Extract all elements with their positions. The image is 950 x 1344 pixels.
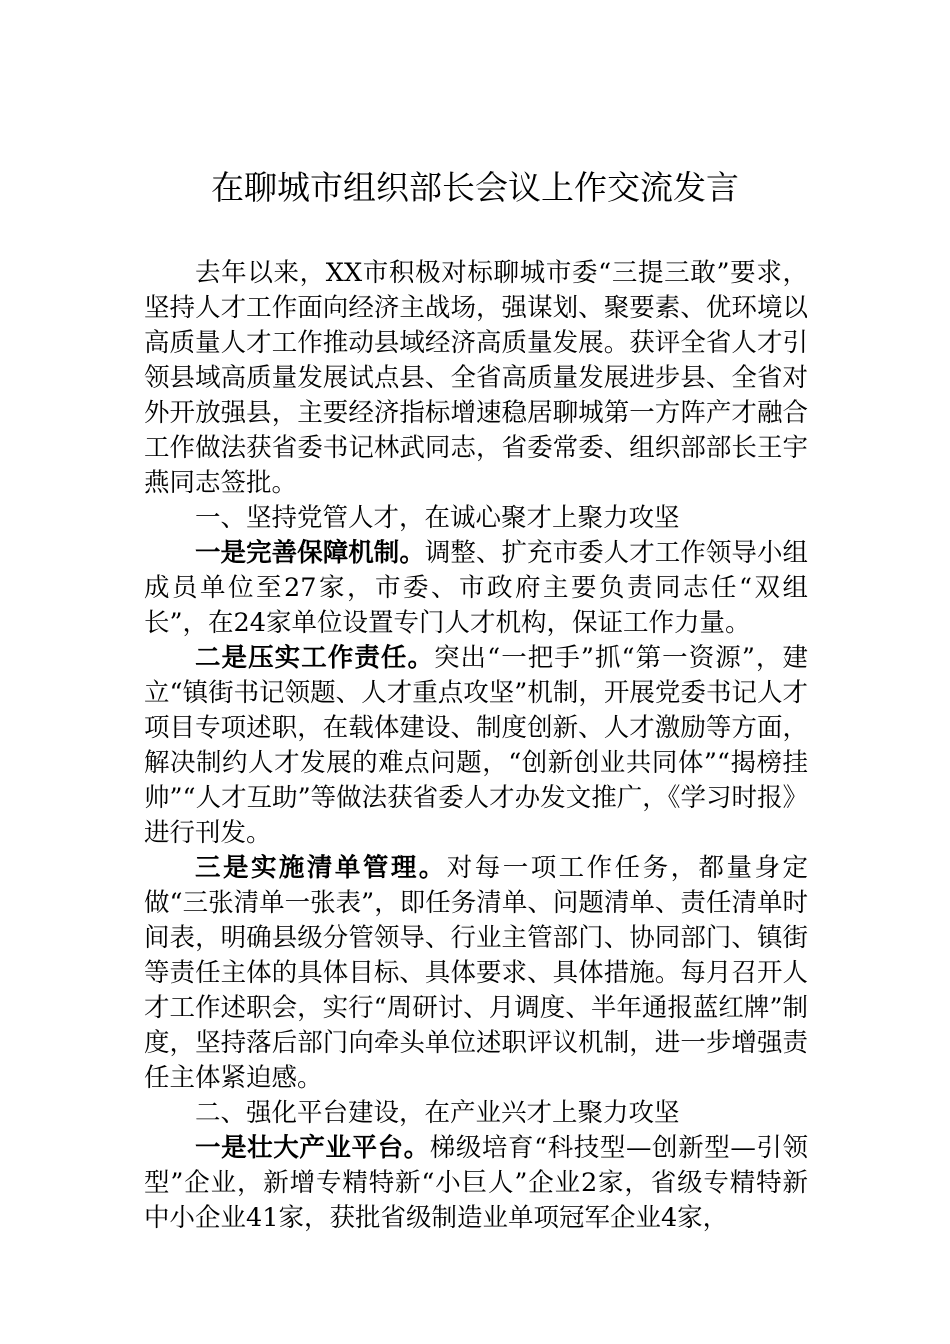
- paragraph-intro: [144, 256, 808, 501]
- paragraph-lead: 三是实施清单管理。: [195, 853, 447, 883]
- section-heading-text: 一、坚持党管人才，在诚心聚才上聚力攻坚: [195, 503, 680, 533]
- section-heading-2: [144, 1096, 808, 1131]
- paragraph-lead: 二是压实工作责任。: [195, 643, 434, 673]
- paragraph-lead: 一是完善保障机制。: [195, 538, 425, 568]
- document-body: [144, 256, 808, 1236]
- document-title: 在聊城市组织部长会议上作交流发言: [211, 168, 739, 207]
- paragraph-text: 梯级培育“科技型—创新型—引领型”企业，新增专精特新“小巨人”企业2家，省级专精特新中小企业41家，获批省级制造业单项冠军企业4家，: [144, 1133, 808, 1233]
- paragraph-text: 调整、扩充市委人才工作领导小组成员单位至27家，市委、市政府主要负责同志任“双组长”，在24家单位设置专门人才机构，保证工作力量。: [144, 538, 808, 638]
- paragraph-text: 对每一项工作任务，都量身定做“三张清单一张表”，即任务清单、问题清单、责任清单时间表，明确县级分管领导、行业主管部门、协同部门、镇街等责任主体的具体目标、具体要求、具体措施。每月召开人才工作述职会，实行“周研讨、月调度、半年通报蓝红牌”制度，坚持落后部门向牵头单位述职评议机制，进一步增强责任主体紧迫感。: [144, 853, 808, 1093]
- section-heading-1: [144, 501, 808, 536]
- section-heading-text: 二、强化平台建设，在产业兴才上聚力攻坚: [195, 1098, 680, 1128]
- paragraph-item: [144, 851, 808, 1096]
- paragraph-item: [144, 641, 808, 851]
- paragraph-lead: 一是壮大产业平台。: [195, 1133, 430, 1163]
- paragraph-item: [144, 1131, 808, 1236]
- paragraph-text: 去年以来，XX市积极对标聊城市委“三提三敢”要求，坚持人才工作面向经济主战场，强谋划、聚要素、优环境以高质量人才工作推动县域经济高质量发展。获评全省人才引领县域高质量发展试点县、全省高质量发展进步县、全省对外开放强县，主要经济指标增速稳居聊城第一方阵产才融合工作做法获省委书记林武同志，省委常委、组织部部长王宇燕同志签批。: [144, 258, 808, 498]
- paragraph-text: 突出“一把手”抓“第一资源”，建立“镇街书记领题、人才重点攻坚”机制，开展党委书记人才项目专项述职，在载体建设、制度创新、人才激励等方面，解决制约人才发展的难点问题，“创新创业共同体”“揭榜挂帅”“人才互助”等做法获省委人才办发文推广，《学习时报》进行刊发。: [144, 643, 808, 848]
- paragraph-item: [144, 536, 808, 641]
